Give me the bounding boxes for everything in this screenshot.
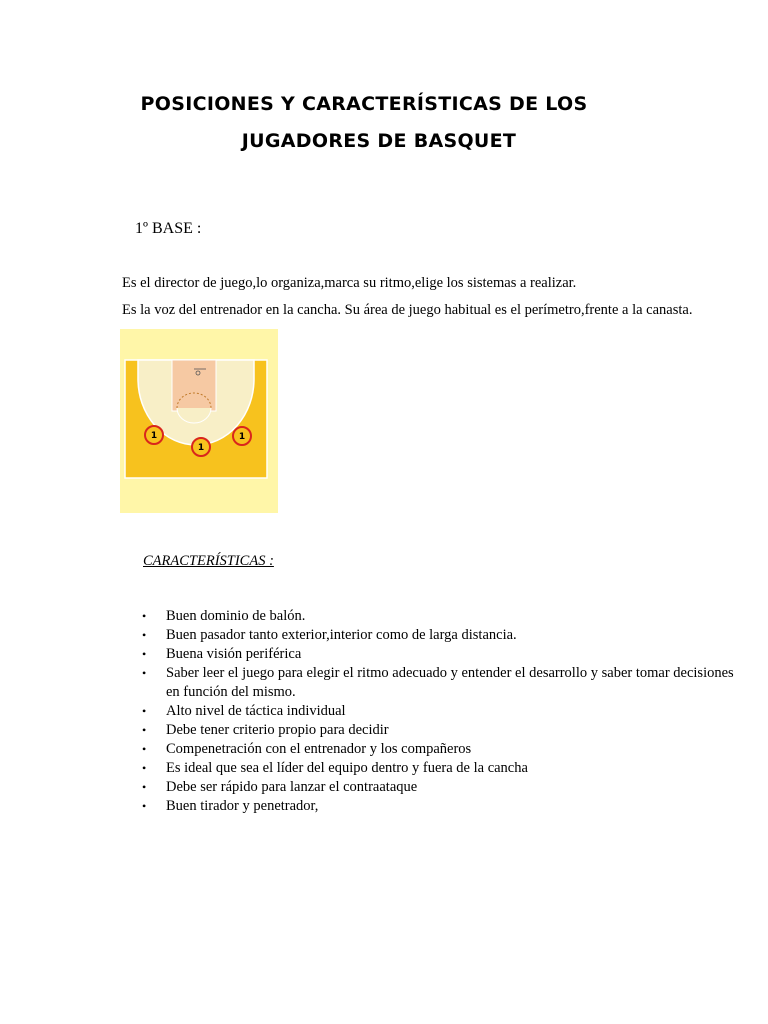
characteristics-list xyxy=(140,607,740,816)
title-line-2: JUGADORES DE BASQUET xyxy=(241,130,517,152)
bullet-icon: • xyxy=(142,666,147,680)
list-item: • Buen tirador y penetrador, xyxy=(142,798,319,814)
court-diagram xyxy=(120,329,278,518)
characteristics-heading: CARACTERÍSTICAS : xyxy=(143,553,274,569)
bullet-icon: • xyxy=(142,780,147,794)
list-item: • Debe tener criterio propio para decidir xyxy=(142,722,389,738)
document-title xyxy=(0,86,768,160)
title-line-1: POSICIONES Y CARACTERÍSTICAS DE LOS xyxy=(140,93,588,115)
list-item: • Es ideal que sea el líder del equipo dentro y fuera de la cancha xyxy=(142,760,528,776)
svg-text:1: 1 xyxy=(238,432,246,442)
player-marker-center xyxy=(192,438,210,456)
list-item: • Compenetración con el entrenador y los compañeros xyxy=(142,741,472,757)
paragraph-1: Es el director de juego,lo organiza,marca su ritmo,elige los sistemas a realizar. xyxy=(122,275,577,291)
player-marker-right xyxy=(233,427,251,445)
list-item: • Buen pasador tanto exterior,interior como de larga distancia. xyxy=(142,627,517,643)
bullet-icon: • xyxy=(142,723,147,737)
paragraph-2: Es la voz del entrenador en la cancha. Su área de juego habitual es el perímetro,frente a la canasta. xyxy=(122,302,693,318)
list-item: • Buena visión periférica xyxy=(142,646,302,662)
list-item: • Alto nivel de táctica individual xyxy=(142,703,346,719)
bullet-icon: • xyxy=(142,628,147,642)
bullet-icon: • xyxy=(142,799,147,813)
player-marker-left xyxy=(145,426,163,444)
list-item: • Debe ser rápido para lanzar el contraataque xyxy=(142,779,418,795)
list-item: • Buen dominio de balón. xyxy=(142,608,306,624)
bullet-icon: • xyxy=(142,647,147,661)
bullet-icon: • xyxy=(142,761,147,775)
bullet-icon: • xyxy=(142,704,147,718)
bullet-icon: • xyxy=(142,742,147,756)
paint-area xyxy=(172,360,216,411)
bullet-icon: • xyxy=(142,609,147,623)
svg-text:1: 1 xyxy=(197,443,205,453)
svg-text:1: 1 xyxy=(150,431,158,441)
list-item: • Saber leer el juego para elegir el ritmo adecuado y entender el desarrollo y saber tomar decisiones en función del mismo. xyxy=(142,665,734,700)
section-heading: 1º BASE : xyxy=(135,220,202,237)
